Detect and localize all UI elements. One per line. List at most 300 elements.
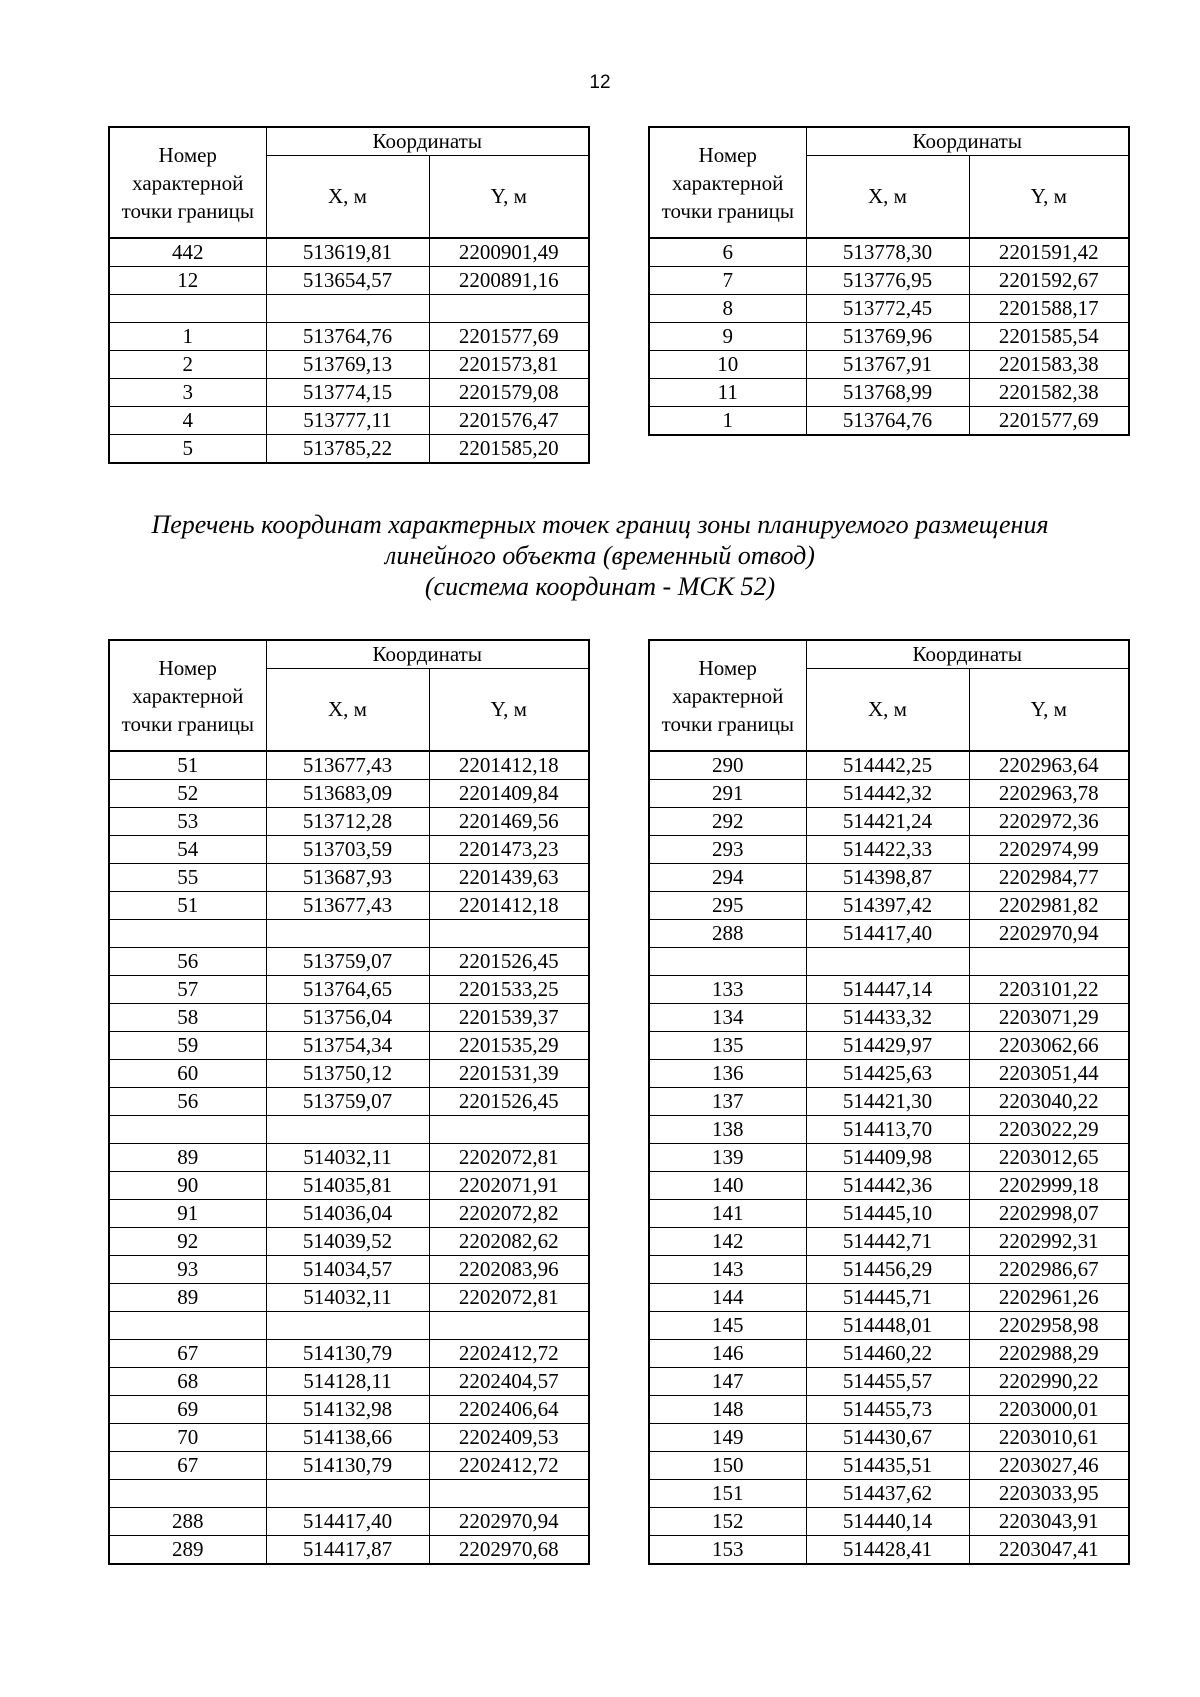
y-coordinate-cell: 2201535,29 [429,1032,589,1060]
point-number-cell: 295 [649,892,806,920]
point-number-cell: 153 [649,1536,806,1565]
caption-line: (система координат - МСК 52) [424,572,776,601]
table-row [109,1200,589,1228]
x-coordinate-cell: 514456,29 [806,1256,969,1284]
table-row [109,1452,589,1480]
x-coordinate-cell: 514460,22 [806,1340,969,1368]
point-number-cell: 1 [109,323,266,351]
x-coordinate-cell: 513759,07 [266,948,429,976]
point-number-cell: 92 [109,1228,266,1256]
point-number-cell: 141 [649,1200,806,1228]
table-row [109,435,589,464]
x-coordinate-cell: 514448,01 [806,1312,969,1340]
y-coordinate-cell: 2201469,56 [429,808,589,836]
y-coordinate-cell: 2203022,29 [969,1116,1129,1144]
y-coordinate-cell: 2200891,16 [429,267,589,295]
x-coordinate-cell [806,948,969,976]
x-coordinate-cell: 514442,25 [806,751,969,780]
y-coordinate-cell: 2201439,63 [429,864,589,892]
point-number-cell: 11 [649,379,806,407]
point-number-cell: 55 [109,864,266,892]
y-coordinate-cell: 2201539,37 [429,1004,589,1032]
x-coordinate-cell: 513677,43 [266,751,429,780]
table-row [109,808,589,836]
x-coordinate-cell: 514442,36 [806,1172,969,1200]
y-coordinate-cell: 2201585,54 [969,323,1129,351]
table-row [649,1312,1129,1340]
point-number-cell: 1 [649,407,806,436]
point-number-cell: 147 [649,1368,806,1396]
x-coordinate-cell: 513764,76 [806,407,969,436]
table-row [109,1172,589,1200]
y-coordinate-cell: 2201412,18 [429,892,589,920]
x-coordinate-cell: 513768,99 [806,379,969,407]
y-coordinate-cell: 2203062,66 [969,1032,1129,1060]
y-coordinate-cell: 2202972,36 [969,808,1129,836]
point-number-cell: 152 [649,1508,806,1536]
y-coordinate-cell: 2201577,69 [969,407,1129,436]
point-number-cell: 91 [109,1200,266,1228]
table-row [109,836,589,864]
coordinates-table-bottom-left [108,639,590,1565]
table-row [649,1144,1129,1172]
point-number-cell: 144 [649,1284,806,1312]
y-coordinate-cell: 2201583,38 [969,351,1129,379]
point-number-header: Номер характерной точки границы [109,127,266,238]
table-row [109,1060,589,1088]
x-coordinate-cell: 514397,42 [806,892,969,920]
point-number-cell: 70 [109,1424,266,1452]
table-row [109,323,589,351]
point-number-cell: 136 [649,1060,806,1088]
x-coordinate-cell: 513750,12 [266,1060,429,1088]
x-coordinate-cell: 514442,32 [806,780,969,808]
x-coordinate-cell: 513712,28 [266,808,429,836]
y-coordinate-cell: 2203071,29 [969,1004,1129,1032]
point-number-cell: 140 [649,1172,806,1200]
point-number-cell: 69 [109,1396,266,1424]
x-header: X, м [266,156,429,239]
y-coordinate-cell: 2202970,94 [969,920,1129,948]
y-coordinate-cell: 2202409,53 [429,1424,589,1452]
x-coordinate-cell: 514425,63 [806,1060,969,1088]
table-row [649,836,1129,864]
y-header: Y, м [969,669,1129,752]
table-row [649,751,1129,780]
y-coordinate-cell: 2203010,61 [969,1424,1129,1452]
point-number-cell: 56 [109,1088,266,1116]
x-coordinate-cell: 514429,97 [806,1032,969,1060]
table-row [649,892,1129,920]
table-row [649,808,1129,836]
point-number-cell: 149 [649,1424,806,1452]
table-row [649,1228,1129,1256]
y-coordinate-cell: 2201526,45 [429,948,589,976]
x-coordinate-cell: 513687,93 [266,864,429,892]
table-row [649,351,1129,379]
y-coordinate-cell: 2202072,81 [429,1144,589,1172]
x-coordinate-cell: 514455,57 [806,1368,969,1396]
x-coordinate-cell: 514032,11 [266,1144,429,1172]
point-number-cell [109,1480,266,1508]
x-coordinate-cell [266,1312,429,1340]
y-coordinate-cell: 2202999,18 [969,1172,1129,1200]
point-number-header: Номер характерной точки границы [649,640,806,751]
point-number-cell: 290 [649,751,806,780]
table-row [109,1424,589,1452]
x-coordinate-cell: 514433,32 [806,1004,969,1032]
y-coordinate-cell: 2201409,84 [429,780,589,808]
table-row [109,780,589,808]
point-number-cell: 53 [109,808,266,836]
x-coordinate-cell: 514421,30 [806,1088,969,1116]
point-number-cell: 289 [109,1536,266,1565]
x-coordinate-cell: 514437,62 [806,1480,969,1508]
x-coordinate-cell: 514435,51 [806,1452,969,1480]
x-coordinate-cell: 513619,81 [266,238,429,267]
table-row [649,1256,1129,1284]
table-row [109,1368,589,1396]
table-row [109,1004,589,1032]
point-number-cell: 89 [109,1144,266,1172]
x-coordinate-cell: 513683,09 [266,780,429,808]
y-coordinate-cell [429,1312,589,1340]
x-coordinate-cell: 514421,24 [806,808,969,836]
y-coordinate-cell: 2201533,25 [429,976,589,1004]
table-row [109,238,589,267]
table-row [649,295,1129,323]
point-number-cell: 90 [109,1172,266,1200]
x-coordinate-cell: 514447,14 [806,976,969,1004]
table-row [649,920,1129,948]
y-coordinate-cell: 2202970,94 [429,1508,589,1536]
point-number-cell: 10 [649,351,806,379]
y-coordinate-cell: 2203033,95 [969,1480,1129,1508]
point-number-cell: 138 [649,1116,806,1144]
table-row [109,1396,589,1424]
x-coordinate-cell [266,920,429,948]
table-row [109,1228,589,1256]
table-row [109,1144,589,1172]
caption-line: Перечень координат характерных точек границ зоны планируемого размещения [151,510,1049,539]
point-number-cell: 292 [649,808,806,836]
table-row [649,379,1129,407]
point-number-header: Номер характерной точки границы [649,127,806,238]
point-number-cell: 142 [649,1228,806,1256]
y-coordinate-cell: 2202072,81 [429,1284,589,1312]
table-row [649,1340,1129,1368]
y-coordinate-cell: 2201591,42 [969,238,1129,267]
y-coordinate-cell: 2202974,99 [969,836,1129,864]
x-coordinate-cell: 513759,07 [266,1088,429,1116]
table-row [649,1480,1129,1508]
point-number-cell: 51 [109,892,266,920]
x-coordinate-cell [266,1480,429,1508]
point-number-cell: 134 [649,1004,806,1032]
x-coordinate-cell: 513756,04 [266,1004,429,1032]
x-coordinate-cell [266,1116,429,1144]
table-row [649,1284,1129,1312]
point-number-cell: 139 [649,1144,806,1172]
x-coordinate-cell: 514409,98 [806,1144,969,1172]
table-row [649,1004,1129,1032]
table-row [649,1172,1129,1200]
point-number-cell: 145 [649,1312,806,1340]
y-coordinate-cell: 2203101,22 [969,976,1129,1004]
coordinates-table-bottom-right [648,639,1130,1565]
x-coordinate-cell: 513703,59 [266,836,429,864]
table-row [109,976,589,1004]
point-number-cell: 89 [109,1284,266,1312]
y-coordinate-cell: 2202958,98 [969,1312,1129,1340]
y-coordinate-cell: 2203043,91 [969,1508,1129,1536]
point-number-cell: 143 [649,1256,806,1284]
table-row [649,1508,1129,1536]
table-row [109,1116,589,1144]
table-row [649,407,1129,436]
y-coordinate-cell [969,948,1129,976]
x-header: X, м [806,156,969,239]
x-coordinate-cell: 514398,87 [806,864,969,892]
coordinates-header: Координаты [806,640,1129,669]
table-row [649,864,1129,892]
table-row [649,323,1129,351]
x-coordinate-cell: 514036,04 [266,1200,429,1228]
x-coordinate-cell: 514417,87 [266,1536,429,1565]
y-header: Y, м [969,156,1129,239]
table-caption [0,509,1200,602]
table-row [109,1312,589,1340]
y-coordinate-cell: 2202082,62 [429,1228,589,1256]
point-number-cell: 5 [109,435,266,464]
x-coordinate-cell: 514430,67 [806,1424,969,1452]
x-coordinate-cell: 513774,15 [266,379,429,407]
table-row [649,1424,1129,1452]
point-number-cell: 2 [109,351,266,379]
table-row [109,1480,589,1508]
x-coordinate-cell: 513772,45 [806,295,969,323]
y-coordinate-cell: 2202970,68 [429,1536,589,1565]
point-number-cell: 146 [649,1340,806,1368]
x-header: X, м [806,669,969,752]
y-coordinate-cell: 2202412,72 [429,1340,589,1368]
point-number-cell: 151 [649,1480,806,1508]
point-number-cell: 67 [109,1340,266,1368]
y-coordinate-cell: 2201577,69 [429,323,589,351]
x-coordinate-cell: 514445,71 [806,1284,969,1312]
point-number-cell: 51 [109,751,266,780]
point-number-cell: 9 [649,323,806,351]
y-coordinate-cell: 2203012,65 [969,1144,1129,1172]
table-row [109,1508,589,1536]
x-coordinate-cell: 514428,41 [806,1536,969,1565]
x-coordinate-cell: 514417,40 [266,1508,429,1536]
table-row [649,1536,1129,1565]
y-coordinate-cell: 2201531,39 [429,1060,589,1088]
y-coordinate-cell [429,920,589,948]
table-row [649,1396,1129,1424]
y-coordinate-cell: 2201588,17 [969,295,1129,323]
point-number-cell: 67 [109,1452,266,1480]
point-number-cell [109,1116,266,1144]
x-coordinate-cell: 514039,52 [266,1228,429,1256]
x-coordinate-cell: 513785,22 [266,435,429,464]
x-coordinate-cell: 513778,30 [806,238,969,267]
table-row [109,864,589,892]
table-row [649,780,1129,808]
x-coordinate-cell: 513654,57 [266,267,429,295]
x-coordinate-cell: 514032,11 [266,1284,429,1312]
table-row [109,379,589,407]
y-coordinate-cell: 2201473,23 [429,836,589,864]
point-number-cell: 12 [109,267,266,295]
y-coordinate-cell: 2202998,07 [969,1200,1129,1228]
x-coordinate-cell: 514035,81 [266,1172,429,1200]
x-coordinate-cell [266,295,429,323]
point-number-cell [109,295,266,323]
y-coordinate-cell: 2202988,29 [969,1340,1129,1368]
y-coordinate-cell: 2203040,22 [969,1088,1129,1116]
table-row [649,976,1129,1004]
table-row [649,948,1129,976]
table-row [109,892,589,920]
y-coordinate-cell: 2203027,46 [969,1452,1129,1480]
y-coordinate-cell: 2201573,81 [429,351,589,379]
x-coordinate-cell: 514413,70 [806,1116,969,1144]
table-row [109,1284,589,1312]
point-number-cell: 288 [109,1508,266,1536]
point-number-cell: 93 [109,1256,266,1284]
point-number-cell: 8 [649,295,806,323]
table-row [109,1340,589,1368]
y-coordinate-cell [429,1480,589,1508]
x-coordinate-cell: 513767,91 [806,351,969,379]
coordinates-table-top-right [648,126,1130,436]
y-coordinate-cell: 2202984,77 [969,864,1129,892]
point-number-cell: 291 [649,780,806,808]
y-coordinate-cell: 2201582,38 [969,379,1129,407]
coordinates-table-top-left [108,126,590,464]
x-coordinate-cell: 514138,66 [266,1424,429,1452]
table-row [649,1088,1129,1116]
point-number-cell: 58 [109,1004,266,1032]
table-row [649,1032,1129,1060]
point-number-cell: 442 [109,238,266,267]
table-row [649,1368,1129,1396]
y-coordinate-cell: 2202406,64 [429,1396,589,1424]
y-coordinate-cell: 2201526,45 [429,1088,589,1116]
point-number-cell: 68 [109,1368,266,1396]
x-coordinate-cell: 513677,43 [266,892,429,920]
point-number-cell: 59 [109,1032,266,1060]
x-coordinate-cell: 514442,71 [806,1228,969,1256]
coordinates-header: Координаты [266,640,589,669]
x-coordinate-cell: 514128,11 [266,1368,429,1396]
point-number-cell: 56 [109,948,266,976]
x-coordinate-cell: 513764,65 [266,976,429,1004]
x-coordinate-cell: 513764,76 [266,323,429,351]
x-coordinate-cell: 514130,79 [266,1452,429,1480]
y-coordinate-cell: 2202990,22 [969,1368,1129,1396]
table-row [649,1060,1129,1088]
caption-line: линейного объекта (временный отвод) [385,541,815,570]
table-row [109,1536,589,1565]
table-row [109,948,589,976]
table-row [109,267,589,295]
table-row [649,238,1129,267]
y-coordinate-cell: 2203000,01 [969,1396,1129,1424]
point-number-cell [649,948,806,976]
table-row [109,1256,589,1284]
x-coordinate-cell: 513769,96 [806,323,969,351]
y-coordinate-cell: 2202992,31 [969,1228,1129,1256]
coordinates-header: Координаты [806,127,1129,156]
y-coordinate-cell: 2202404,57 [429,1368,589,1396]
x-coordinate-cell: 514455,73 [806,1396,969,1424]
y-coordinate-cell: 2201585,20 [429,435,589,464]
x-coordinate-cell: 514132,98 [266,1396,429,1424]
point-number-cell: 4 [109,407,266,435]
point-number-cell: 3 [109,379,266,407]
x-coordinate-cell: 514034,57 [266,1256,429,1284]
point-number-cell: 293 [649,836,806,864]
y-coordinate-cell [429,1116,589,1144]
point-number-cell: 133 [649,976,806,1004]
table-row [109,1032,589,1060]
point-number-cell: 137 [649,1088,806,1116]
x-coordinate-cell: 514130,79 [266,1340,429,1368]
y-coordinate-cell: 2203047,41 [969,1536,1129,1565]
y-coordinate-cell: 2202072,82 [429,1200,589,1228]
y-coordinate-cell: 2202981,82 [969,892,1129,920]
table-row [649,1200,1129,1228]
y-coordinate-cell: 2202071,91 [429,1172,589,1200]
table-row [649,267,1129,295]
table-row [649,1452,1129,1480]
point-number-cell: 288 [649,920,806,948]
y-coordinate-cell: 2202963,78 [969,780,1129,808]
x-coordinate-cell: 514445,10 [806,1200,969,1228]
y-coordinate-cell: 2202412,72 [429,1452,589,1480]
y-coordinate-cell: 2201412,18 [429,751,589,780]
table-row [109,407,589,435]
point-number-header: Номер характерной точки границы [109,640,266,751]
point-number-cell: 54 [109,836,266,864]
y-coordinate-cell: 2200901,49 [429,238,589,267]
y-coordinate-cell: 2201592,67 [969,267,1129,295]
y-coordinate-cell: 2203051,44 [969,1060,1129,1088]
point-number-cell: 7 [649,267,806,295]
y-header: Y, м [429,156,589,239]
point-number-cell: 52 [109,780,266,808]
table-row [109,920,589,948]
y-coordinate-cell: 2202961,26 [969,1284,1129,1312]
y-coordinate-cell: 2201579,08 [429,379,589,407]
y-coordinate-cell [429,295,589,323]
x-coordinate-cell: 513754,34 [266,1032,429,1060]
x-header: X, м [266,669,429,752]
x-coordinate-cell: 513769,13 [266,351,429,379]
coordinates-header: Координаты [266,127,589,156]
y-coordinate-cell: 2202963,64 [969,751,1129,780]
point-number-cell: 135 [649,1032,806,1060]
y-coordinate-cell: 2202083,96 [429,1256,589,1284]
point-number-cell: 57 [109,976,266,1004]
x-coordinate-cell: 513776,95 [806,267,969,295]
point-number-cell: 150 [649,1452,806,1480]
page-number: 12 [589,72,611,93]
point-number-cell: 148 [649,1396,806,1424]
